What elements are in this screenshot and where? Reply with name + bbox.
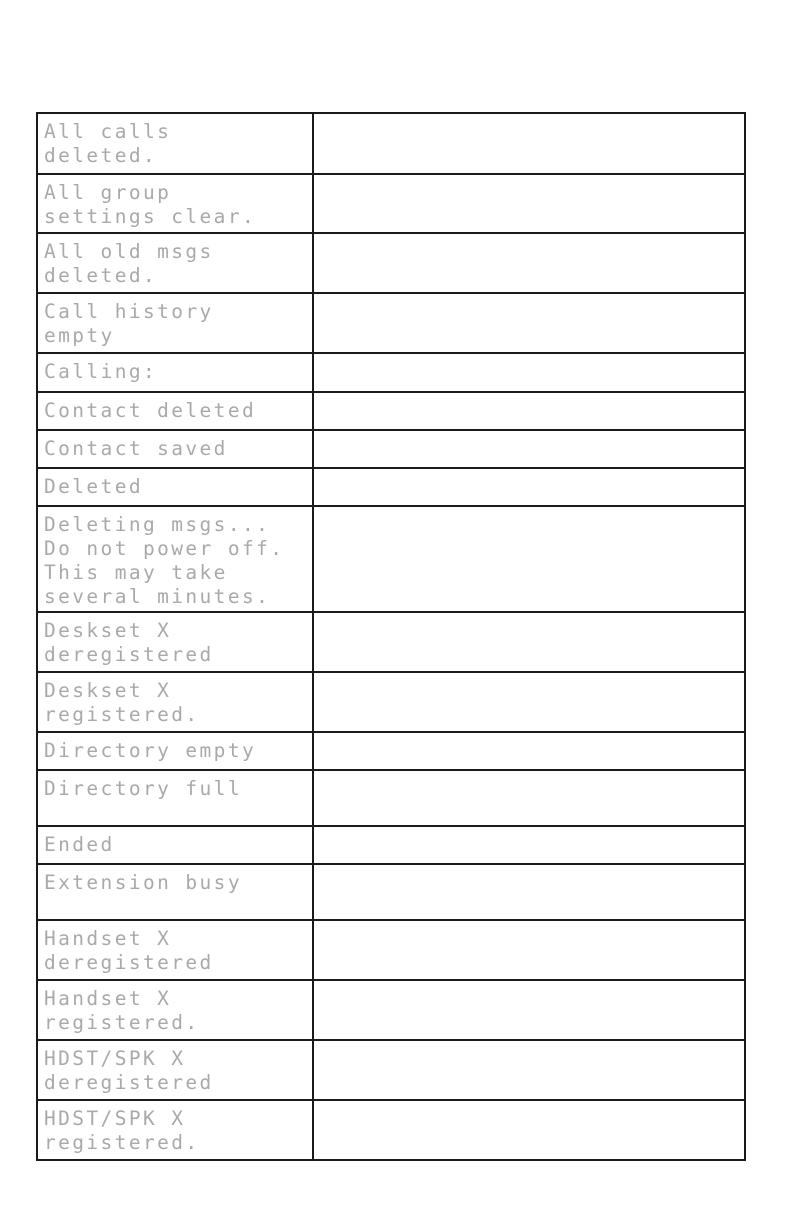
lcd-line: This may take [44,561,228,584]
lcd-line: deleted. [44,264,158,287]
table-row [37,770,745,826]
lcd-message-cell [37,1100,313,1160]
lcd-line: Ended [44,833,115,856]
lcd-line: Extension busy [44,871,242,894]
lcd-message-cell [37,353,313,392]
table-row [37,353,745,392]
lcd-line: deregistered [44,951,214,974]
lcd-message [38,771,312,801]
lcd-message [38,114,312,168]
lcd-line: Deleted [44,475,143,498]
lcd-line: Contact saved [44,437,228,460]
lcd-message [38,827,312,857]
description-cell [313,612,745,672]
table-row [37,233,745,293]
lcd-message-cell [37,980,313,1040]
table-row [37,1100,745,1160]
table-row [37,174,745,233]
lcd-message-cell [37,430,313,468]
table-row [37,392,745,430]
lcd-message [38,981,312,1035]
lcd-line: Call history [44,300,214,323]
lcd-line: Deskset X [44,679,172,702]
table-row [37,920,745,980]
table-row [37,864,745,920]
lcd-message [38,175,312,229]
description-cell [313,672,745,732]
lcd-line: HDST/SPK X [44,1107,186,1130]
description-cell [313,770,745,826]
lcd-line: registered. [44,1011,200,1034]
lcd-message-cell [37,392,313,430]
description-cell [313,920,745,980]
lcd-message-cell [37,920,313,980]
lcd-message [38,431,312,461]
lcd-message [38,921,312,975]
table-row [37,826,745,864]
lcd-line: deregistered [44,1071,214,1094]
lcd-message [38,354,312,384]
description-cell [313,392,745,430]
lcd-line: All old msgs [44,240,214,263]
lcd-message-cell [37,174,313,233]
lcd-line: several minutes. [44,585,271,608]
lcd-line: Contact deleted [44,399,257,422]
lcd-message-cell [37,612,313,672]
lcd-message-cell [37,826,313,864]
description-cell [313,1100,745,1160]
lcd-line: All calls [44,120,172,143]
description-cell [313,113,745,174]
lcd-message [38,469,312,499]
lcd-message [38,1101,312,1155]
description-cell [313,293,745,353]
table-row [37,672,745,732]
lcd-message-cell [37,113,313,174]
table-row [37,293,745,353]
lcd-message-cell [37,864,313,920]
lcd-message [38,294,312,348]
lcd-message-cell [37,506,313,612]
lcd-line: Do not power off. [44,537,285,560]
lcd-message [38,393,312,423]
table-row [37,732,745,770]
lcd-message-cell [37,468,313,506]
lcd-line: deleted. [44,144,158,167]
lcd-message [38,507,312,609]
description-cell [313,506,745,612]
description-cell [313,468,745,506]
lcd-line: deregistered [44,643,214,666]
table-row [37,430,745,468]
lcd-line: Directory empty [44,739,257,762]
lcd-line: Deskset X [44,619,172,642]
description-cell [313,353,745,392]
lcd-message [38,733,312,763]
screen-messages-table [36,112,746,1161]
lcd-line: Directory full [44,777,242,800]
lcd-message-cell [37,1040,313,1100]
lcd-message [38,1041,312,1095]
description-cell [313,174,745,233]
lcd-line: HDST/SPK X [44,1047,186,1070]
lcd-line: All group [44,181,172,204]
lcd-message [38,673,312,727]
description-cell [313,430,745,468]
lcd-line: Handset X [44,987,172,1010]
description-cell [313,826,745,864]
description-cell [313,864,745,920]
table-row [37,980,745,1040]
description-cell [313,980,745,1040]
lcd-message [38,613,312,667]
lcd-message [38,234,312,288]
table-row [37,1040,745,1100]
table-row [37,506,745,612]
table-row [37,113,745,174]
description-cell [313,732,745,770]
lcd-line: Calling: [44,360,158,383]
lcd-message-cell [37,293,313,353]
lcd-message-cell [37,672,313,732]
lcd-message-cell [37,233,313,293]
lcd-line: registered. [44,1131,200,1154]
lcd-line: settings clear. [44,205,257,228]
description-cell [313,233,745,293]
lcd-line: Deleting msgs... [44,513,271,536]
lcd-message-cell [37,770,313,826]
description-cell [313,1040,745,1100]
lcd-line: registered. [44,703,200,726]
table-row [37,612,745,672]
lcd-message [38,865,312,895]
table-row [37,468,745,506]
lcd-line: Handset X [44,927,172,950]
lcd-line: empty [44,324,115,347]
lcd-message-cell [37,732,313,770]
